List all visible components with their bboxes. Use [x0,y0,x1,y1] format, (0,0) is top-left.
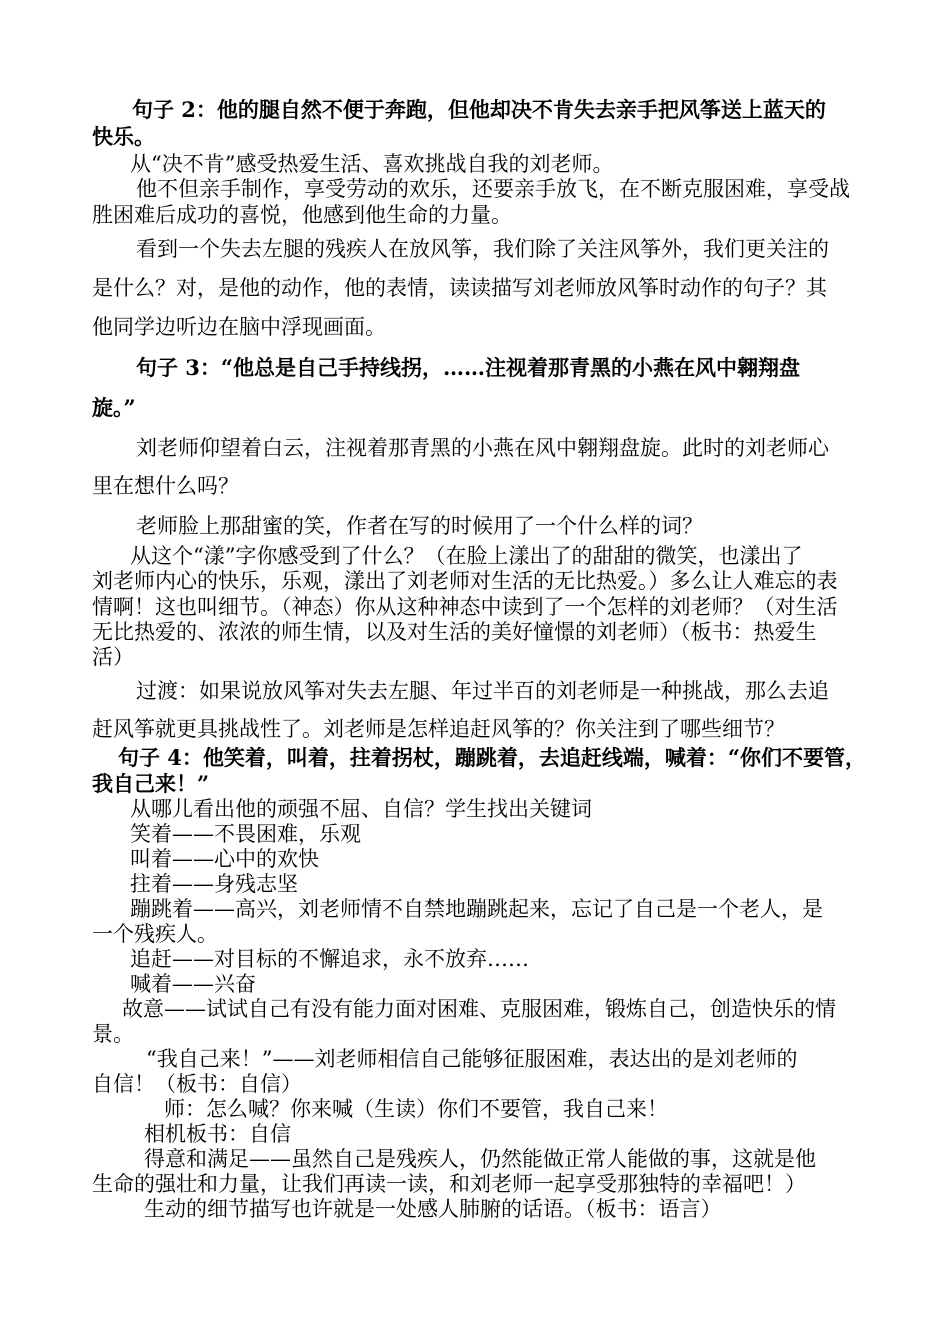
paragraph-line: 相机板书：自信 [144,1122,291,1146]
keyword-line: 笑着——不畏困难，乐观 [130,822,361,846]
paragraph-line: 情啊！这也叫细节。（神态）你从这种神态中读到了一个怎样的刘老师？（对生活 [92,595,838,619]
paragraph-line: 里在想什么吗？ [92,474,239,498]
keyword-line: 喊着——兴奋 [130,972,256,996]
keyword-line-cont: 景。 [92,1022,134,1046]
paragraph-line: 生命的强壮和力量，让我们再读一读，和刘老师一起享受那独特的幸福吧！） [92,1172,806,1196]
paragraph-line: 从哪儿看出他的顽强不屈、自信？学生找出关键词 [130,797,592,821]
paragraph-line: 刘老师内心的快乐，乐观，漾出了刘老师对生活的无比热爱。）多么让人难忘的表 [92,569,838,593]
paragraph-line: 生动的细节描写也许就是一处感人肺腑的话语。（板书：语言） [144,1197,722,1221]
paragraph-line: 得意和满足——虽然自己是残疾人，仍然能做正常人能做的事，这就是他 [144,1147,816,1171]
paragraph-line: 师：怎么喊？你来喊（生读）你们不要管，我自己来！ [164,1097,668,1121]
sentence-3-heading-cont: 旋。” [92,395,136,420]
paragraph-line: 自信！（板书：自信） [92,1072,302,1096]
paragraph-line: 过渡：如果说放风筝对失去左腿、年过半百的刘老师是一种挑战，那么去追 [136,679,829,703]
keyword-line: 追赶——对目标的不懈追求，永不放弃…… [130,947,529,971]
keyword-line: 蹦跳着——高兴，刘老师情不自禁地蹦跳起来，忘记了自己是一个老人，是 [130,897,823,921]
sentence-2-heading-cont: 快乐。 [92,124,155,149]
sentence-3-heading: 句子 3：“他总是自己手持线拐，……注视着那青黑的小燕在风中翱翔盘 [136,355,800,380]
paragraph-line: 看到一个失去左腿的残疾人在放风筝，我们除了关注风筝外，我们更关注的 [136,237,829,261]
paragraph-line: 无比热爱的、浓浓的师生情，以及对生活的美好憧憬的刘老师）（板书：热爱生 [92,620,817,644]
keyword-line: 叫着——心中的欢快 [130,847,319,871]
sentence-4-heading-cont: 我自己来！” [92,771,210,796]
sentence-2-heading: 句子 2：他的腿自然不便于奔跑，但他却决不肯失去亲手把风筝送上蓝天的 [132,97,826,122]
paragraph-line: 胜困难后成功的喜悦，他感到他生命的力量。 [92,203,512,227]
keyword-line: 故意——试试自己有没有能力面对困难、克服困难，锻炼自己，创造快乐的情 [122,997,836,1021]
paragraph-line: 从“决不肯”感受热爱生活、喜欢挑战自我的刘老师。 [130,152,614,176]
paragraph-line: 是什么？对，是他的动作，他的表情，读读描写刘老师放风筝时动作的句子？其 [92,276,827,300]
paragraph-line: 刘老师仰望着白云，注视着那青黑的小燕在风中翱翔盘旋。此时的刘老师心 [136,436,829,460]
paragraph-line: 他不但亲手制作，享受劳动的欢乐，还要亲手放飞，在不断克服困难，享受战 [136,177,850,201]
paragraph-line: 从这个“漾”字你感受到了什么？（在脸上漾出了的甜甜的微笑，也漾出了 [130,544,803,568]
keyword-line: 拄着——身残志坚 [130,872,298,896]
paragraph-line: 活） [92,645,134,669]
paragraph-line: 他同学边听边在脑中浮现画面。 [92,315,386,339]
paragraph-line: 赶风筝就更具挑战性了。刘老师是怎样追赶风筝的？你关注到了哪些细节？ [92,717,785,741]
paragraph-line: “我自己来！”——刘老师相信自己能够征服困难，表达出的是刘老师的 [146,1047,798,1071]
keyword-line-cont: 一个残疾人。 [92,922,218,946]
sentence-4-heading: 句子 4：他笑着，叫着，拄着拐杖，蹦跳着，去追赶线端，喊着：“你们不要管， [118,745,866,770]
paragraph-line: 老师脸上那甜蜜的笑，作者在写的时候用了一个什么样的词？ [136,514,703,538]
